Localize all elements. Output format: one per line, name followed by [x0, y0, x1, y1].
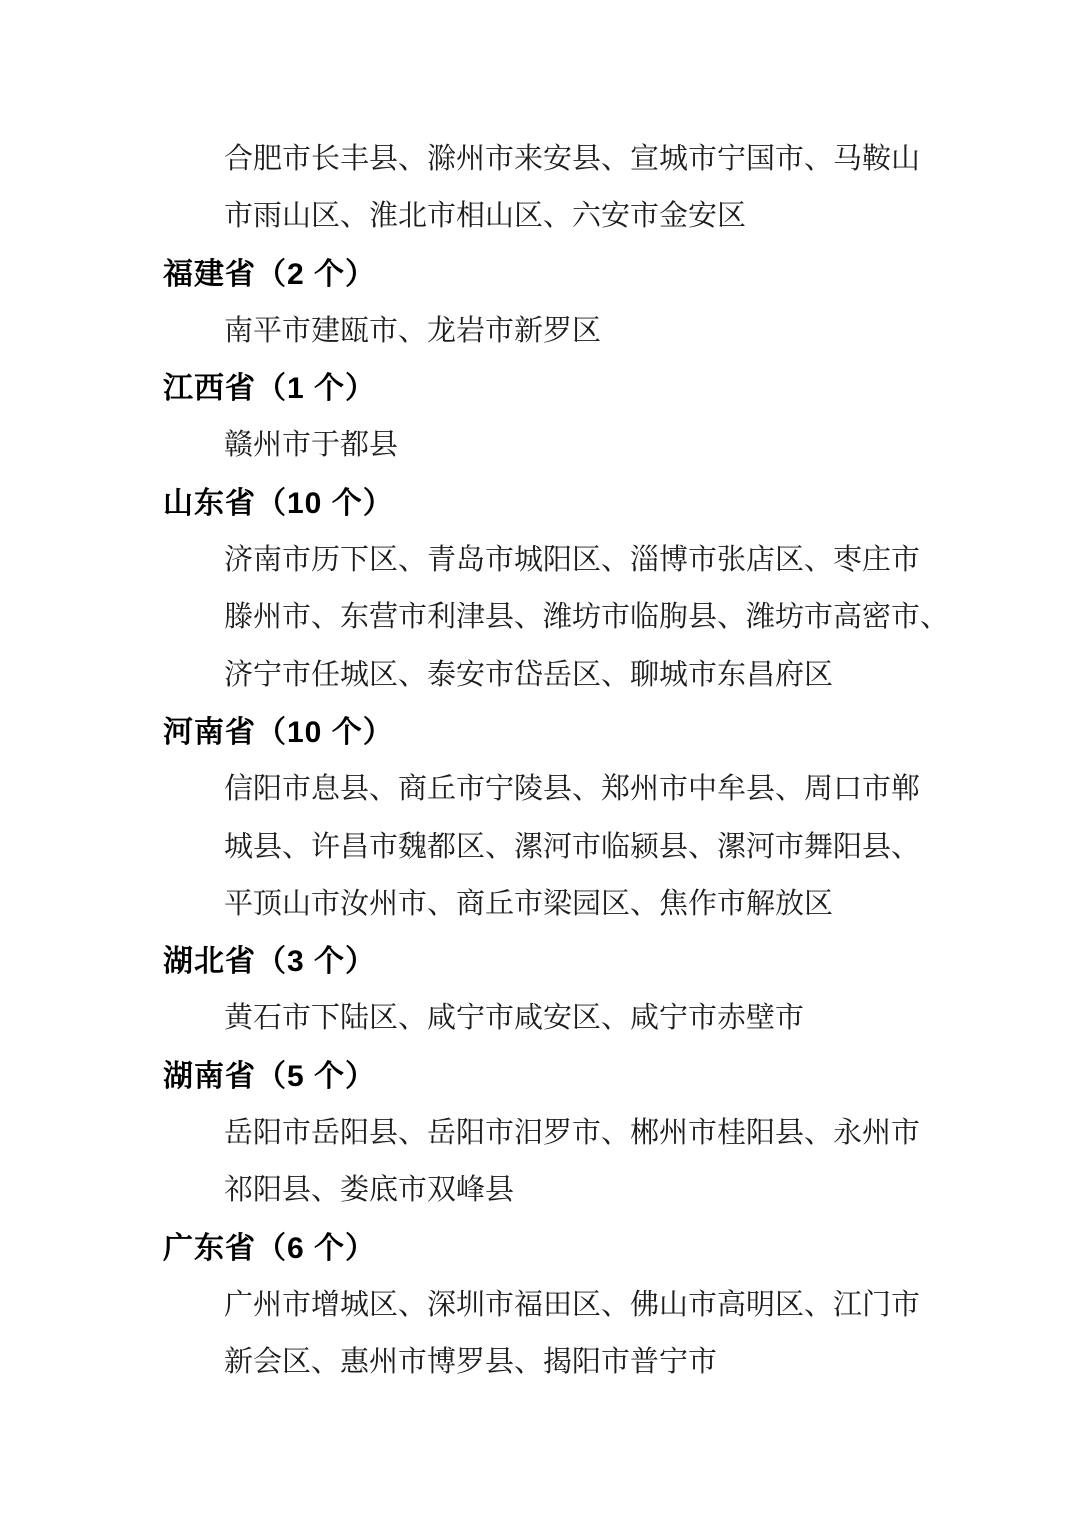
- region-list-line: 平顶山市汝州市、商丘市梁园区、焦作市解放区: [224, 887, 834, 920]
- province-section: [163, 246, 923, 361]
- province-section: [163, 1048, 923, 1220]
- region-list-line: 广州市增城区、深圳市福田区、佛山市高明区、江门市: [224, 1288, 921, 1321]
- province-section: [163, 704, 923, 933]
- province-heading: 湖南省（5 个）: [163, 1059, 377, 1093]
- province-heading: 湖北省（3 个）: [163, 945, 377, 979]
- province-heading: 福建省（2 个）: [163, 257, 377, 291]
- province-heading: 河南省（10 个）: [163, 715, 394, 749]
- region-list-line: 合肥市长丰县、滁州市来安县、宣城市宁国市、马鞍山: [224, 143, 921, 175]
- region-list-line: 黄石市下陆区、咸宁市咸安区、咸宁市赤壁市: [224, 1002, 805, 1035]
- region-list-line: 新会区、惠州市博罗县、揭阳市普宁市: [224, 1346, 718, 1379]
- region-list-line: 岳阳市岳阳县、岳阳市汨罗市、郴州市桂阳县、永州市: [224, 1117, 921, 1150]
- province-section: [163, 131, 923, 246]
- region-list-line: 南平市建瓯市、龙岩市新罗区: [224, 314, 602, 347]
- region-list-line: 城县、许昌市魏都区、漯河市临颍县、漯河市舞阳县、: [224, 830, 921, 863]
- region-list-line: 滕州市、东营市利津县、潍坊市临朐县、潍坊市高密市、: [224, 601, 950, 634]
- province-heading: 广东省（6 个）: [163, 1231, 377, 1265]
- province-heading: 山东省（10 个）: [163, 486, 394, 520]
- region-list-line: 信阳市息县、商丘市宁陵县、郑州市中牟县、周口市郸: [224, 773, 921, 806]
- region-list-line: 赣州市于都县: [224, 429, 399, 462]
- province-heading: 江西省（1 个）: [163, 372, 377, 406]
- region-list-line: 济南市历下区、青岛市城阳区、淄博市张店区、枣庄市: [224, 544, 921, 577]
- province-section: [163, 933, 923, 1048]
- document-body: [163, 131, 950, 1392]
- province-section: [163, 1220, 923, 1392]
- province-section: [163, 360, 923, 475]
- region-list-line: 市雨山区、淮北市相山区、六安市金安区: [224, 200, 747, 233]
- region-list-line: 祁阳县、娄底市双峰县: [224, 1174, 515, 1207]
- province-section: [163, 475, 950, 704]
- region-list-line: 济宁市任城区、泰安市岱岳区、聊城市东昌府区: [224, 658, 834, 691]
